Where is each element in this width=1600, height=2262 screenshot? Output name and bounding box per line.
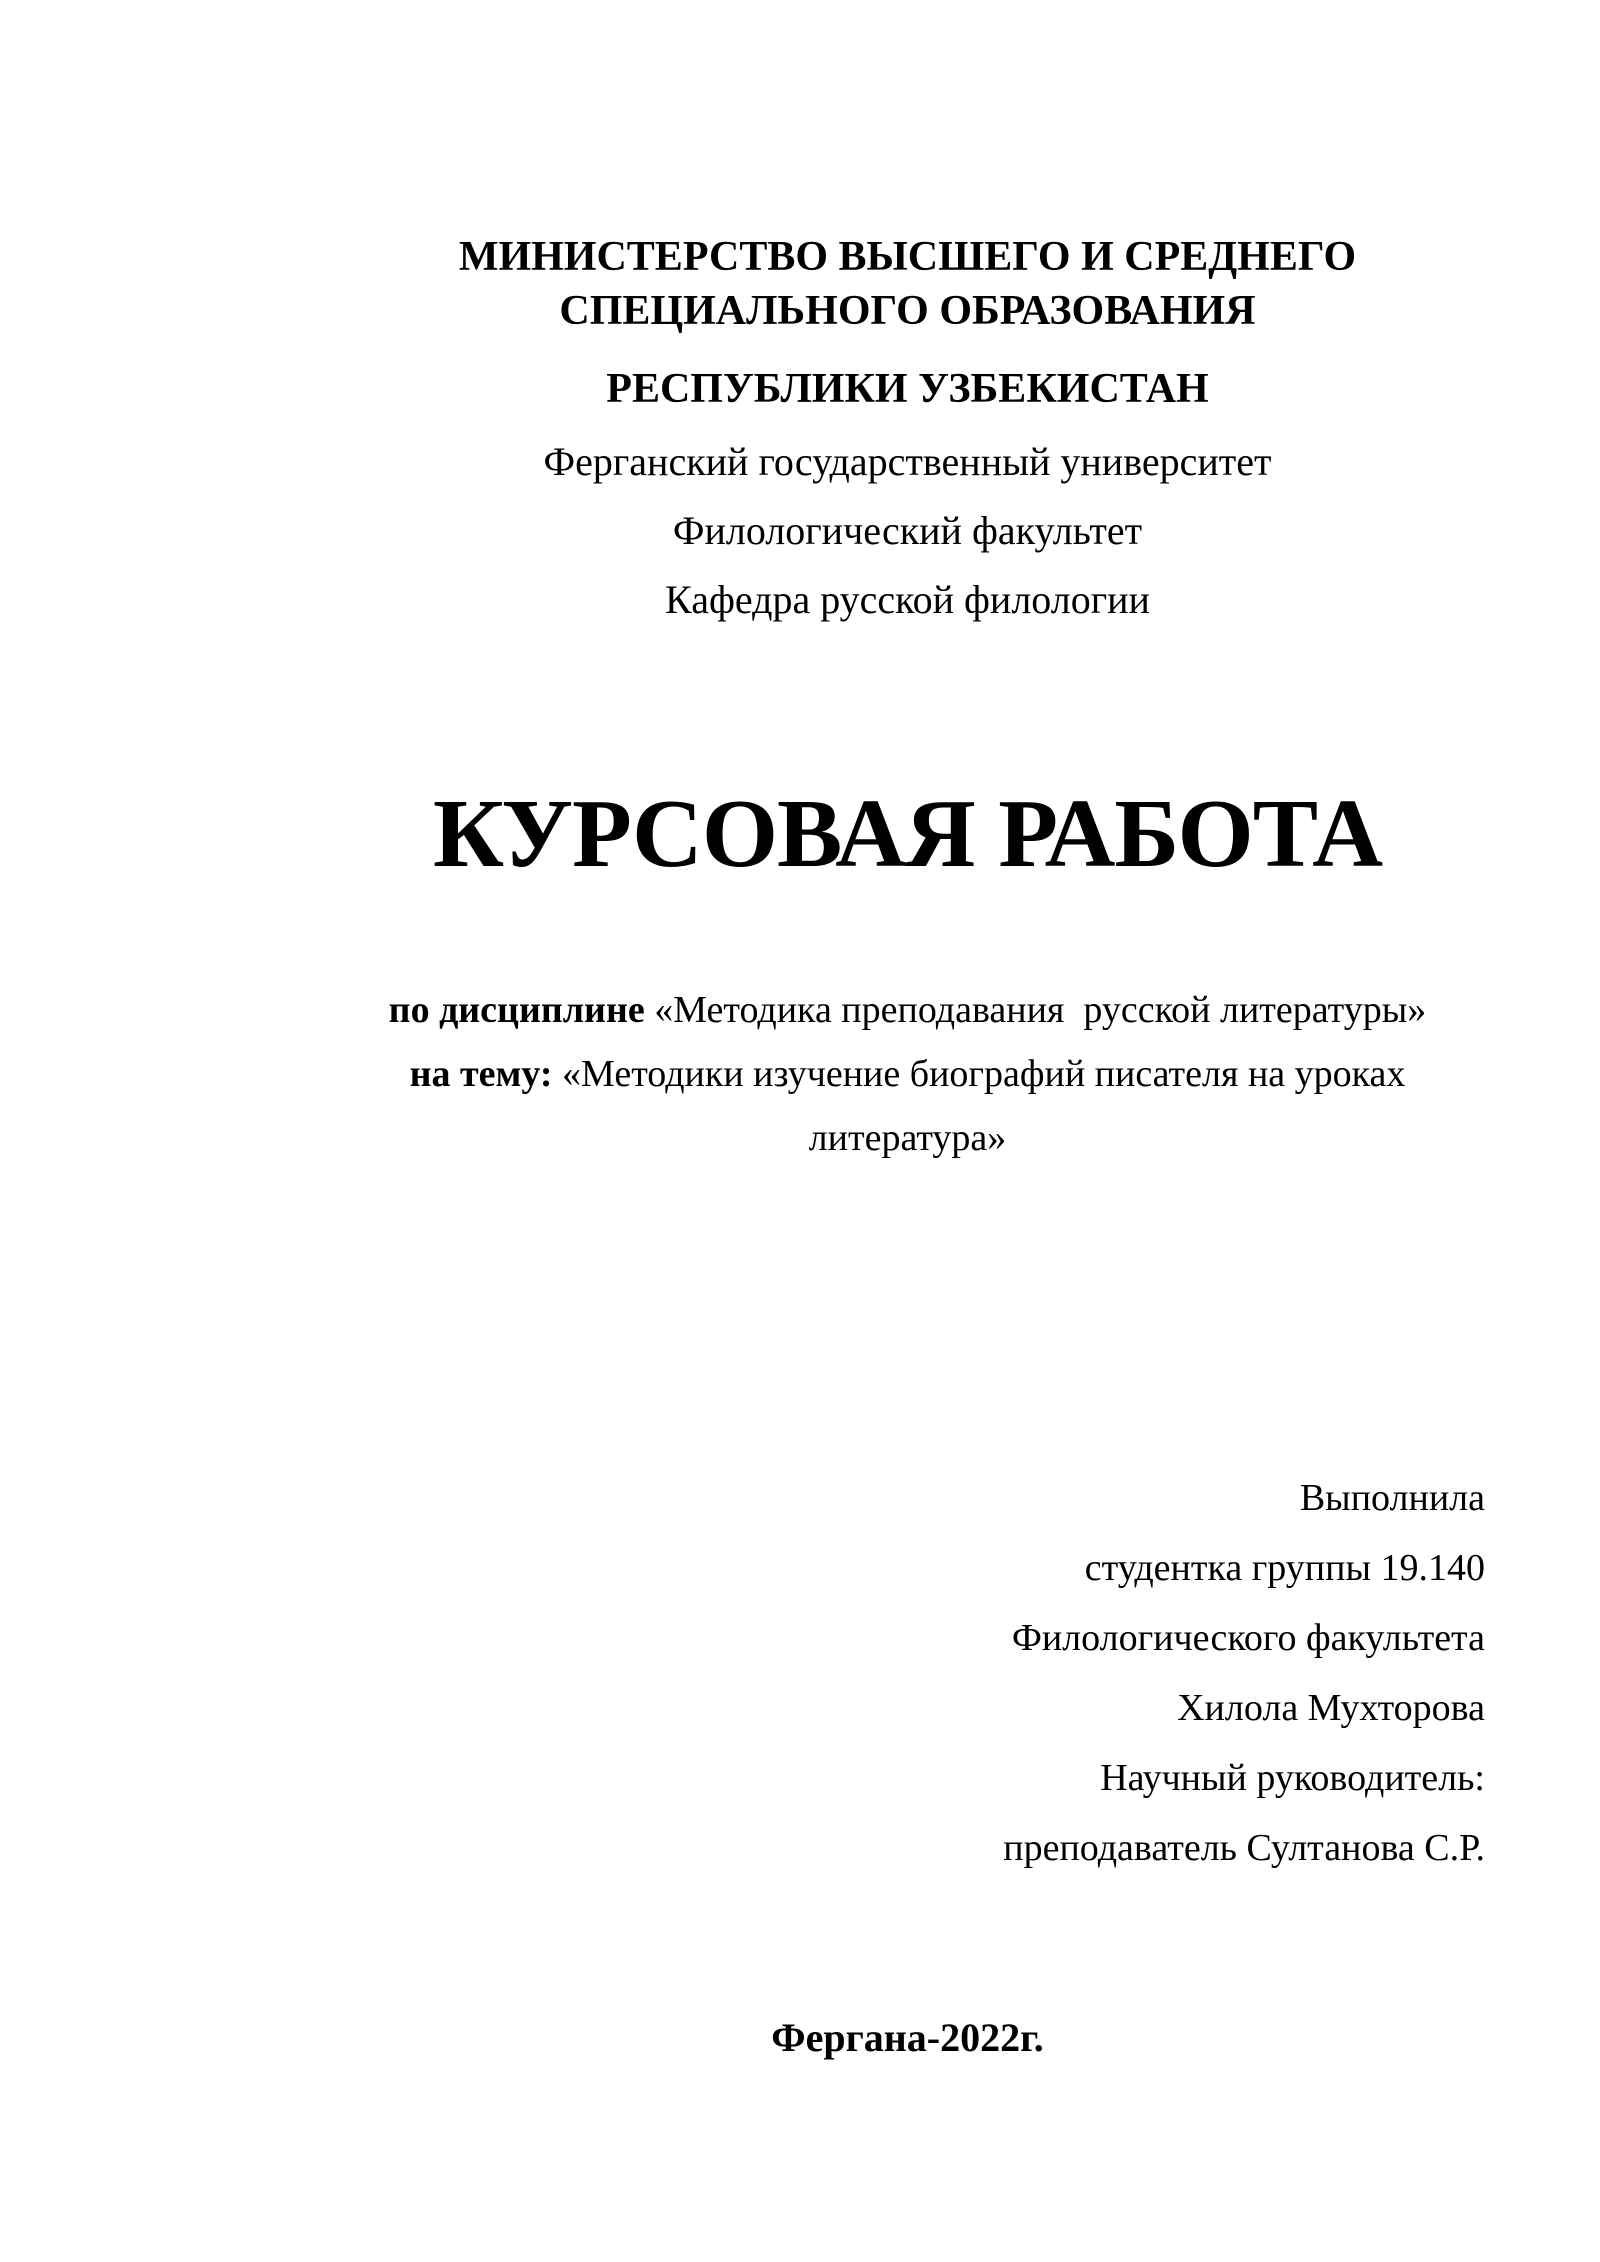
- department-name: Кафедра русской филологии: [665, 577, 1150, 622]
- ministry-heading: [330, 230, 1485, 338]
- main-title: КУРСОВАЯ РАБОТА: [432, 780, 1383, 888]
- student-faculty-line: Филологического факультета: [1011, 1617, 1485, 1659]
- theme-value-line-1: «Методики изучение биографий писателя на уроках: [562, 1053, 1406, 1095]
- ministry-line-2: СПЕЦИАЛЬНОГО ОБРАЗОВАНИЯ: [559, 288, 1256, 334]
- university-name: Ферганский государственный университет: [543, 439, 1272, 484]
- theme-line-2: литература»: [808, 1117, 1007, 1159]
- theme-label: на тему:: [409, 1053, 563, 1095]
- performed-by-line: Выполнила: [1299, 1477, 1485, 1519]
- republic-heading: РЕСПУБЛИКИ УЗБЕКИСТАН: [606, 366, 1209, 412]
- city-year: Фергана-2022г.: [771, 2015, 1044, 2060]
- author-block: [585, 1463, 1485, 1883]
- ministry-line-1: МИНИСТЕРСТВО ВЫСШЕГО И СРЕДНЕГО: [458, 234, 1357, 280]
- theme-line-1: [330, 1042, 1485, 1106]
- supervisor-name-line: преподаватель Султанова С.Р.: [1003, 1827, 1485, 1869]
- faculty-name: Филологический факультет: [672, 508, 1143, 553]
- supervisor-label-line: Научный руководитель:: [1100, 1757, 1485, 1799]
- discipline-line: [330, 978, 1485, 1042]
- topic-block: [330, 978, 1485, 1170]
- discipline-value: «Методика преподавания русской литературы»: [654, 989, 1427, 1031]
- student-group-line: студентка группы 19.140: [1084, 1547, 1485, 1589]
- student-name-line: Хилола Мухторова: [1177, 1687, 1485, 1729]
- discipline-label: по дисциплине: [388, 989, 655, 1031]
